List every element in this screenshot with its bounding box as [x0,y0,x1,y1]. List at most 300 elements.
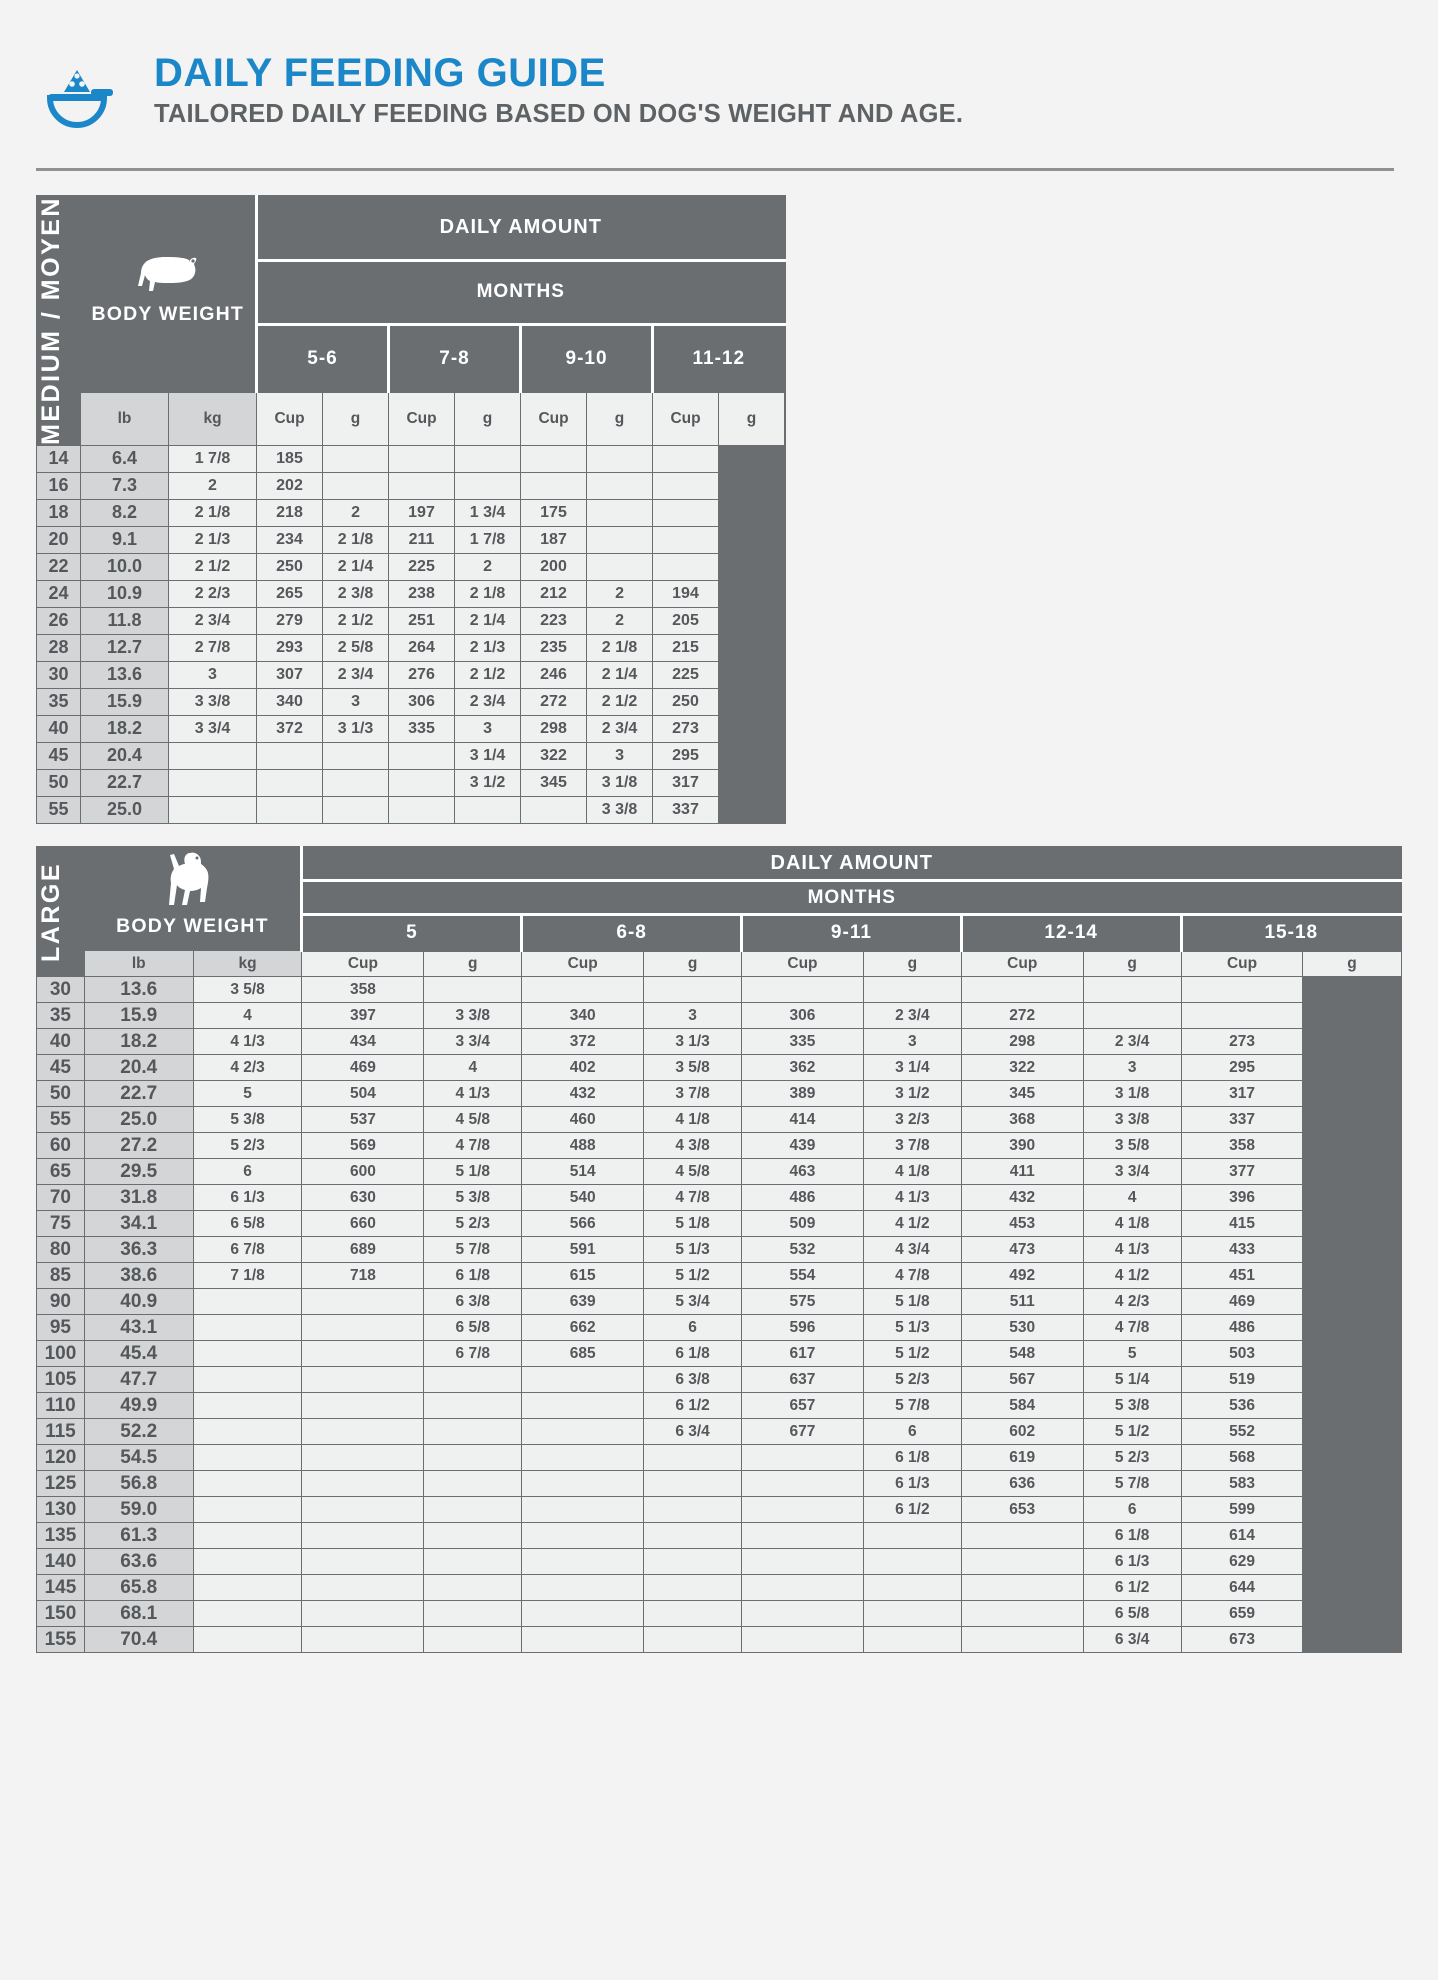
amount-cup-cell: 2 1/2 [455,661,521,688]
table-row [37,526,785,553]
amount-cup-cell: 3 3/8 [1083,1107,1181,1133]
amount-cup-cell: 2 1/8 [169,499,257,526]
weight-lb-cell: 105 [37,1367,85,1393]
amount-g-cell: 548 [961,1341,1083,1367]
amount-g-cell: 246 [521,661,587,688]
weight-kg-cell: 29.5 [84,1159,193,1185]
amount-g-cell: 225 [389,553,455,580]
amount-g-cell: 591 [522,1237,644,1263]
weight-lb-cell: 14 [37,445,81,472]
amount-cup-cell [193,1627,302,1653]
weight-kg-cell: 25.0 [81,796,169,823]
table-row [37,1549,1402,1575]
amount-cup-cell: 5 2/3 [193,1133,302,1159]
weight-kg-cell: 9.1 [81,526,169,553]
amount-g-cell: 575 [742,1289,864,1315]
amount-cup-cell [424,1393,522,1419]
unit-g-1: g [455,392,521,445]
amount-g-cell: 358 [1181,1133,1303,1159]
amount-cup-cell [587,553,653,580]
amount-g-cell: 389 [742,1081,864,1107]
amount-cup-cell: 2 1/3 [455,634,521,661]
amount-g-cell [522,977,644,1003]
amount-g-cell: 644 [1181,1575,1303,1601]
weight-kg-cell: 25.0 [84,1107,193,1133]
amount-g-cell: 469 [302,1055,424,1081]
amount-cup-cell: 2 [587,580,653,607]
amount-g-cell: 225 [653,661,719,688]
amount-cup-cell [863,1601,961,1627]
amount-cup-cell: 4 3/4 [863,1237,961,1263]
table-row [37,445,785,472]
month-group-large-3: 12-14 [961,915,1181,951]
amount-cup-cell: 4 3/8 [644,1133,742,1159]
amount-cup-cell: 3 1/8 [1083,1081,1181,1107]
amount-g-cell: 295 [1181,1055,1303,1081]
weight-lb-cell: 24 [37,580,81,607]
table-row [37,1497,1402,1523]
weight-lb-cell: 70 [37,1185,85,1211]
weight-kg-cell: 43.1 [84,1315,193,1341]
amount-cup-cell: 4 1/2 [1083,1263,1181,1289]
weight-lb-cell: 145 [37,1575,85,1601]
amount-cup-cell [193,1497,302,1523]
table-row [37,1107,1402,1133]
amount-cup-cell: 6 1/2 [1083,1575,1181,1601]
page-header [0,0,1438,146]
weight-lb-cell: 50 [37,1081,85,1107]
amount-g-cell: 602 [961,1419,1083,1445]
weight-kg-cell: 12.7 [81,634,169,661]
amount-g-cell: 432 [522,1081,644,1107]
amount-g-cell [389,796,455,823]
amount-g-cell: 345 [521,769,587,796]
amount-cup-cell: 2 3/4 [169,607,257,634]
amount-g-cell: 453 [961,1211,1083,1237]
amount-g-cell: 504 [302,1081,424,1107]
amount-g-cell: 377 [1181,1159,1303,1185]
amount-cup-cell [863,977,961,1003]
amount-cup-cell [587,499,653,526]
header-divider [36,168,1394,171]
amount-g-cell: 397 [302,1003,424,1029]
table-row [37,553,785,580]
amount-cup-cell: 5 7/8 [424,1237,522,1263]
amount-cup-cell [455,445,521,472]
weight-kg-cell: 10.9 [81,580,169,607]
amount-g-cell [257,769,323,796]
amount-g-cell: 566 [522,1211,644,1237]
amount-g-cell: 345 [961,1081,1083,1107]
table-row [37,1471,1402,1497]
months-header-large: MONTHS [302,881,1401,915]
weight-lb-cell: 30 [37,977,85,1003]
amount-cup-cell: 4 [1083,1185,1181,1211]
dog-bowl-icon [44,56,144,146]
amount-g-cell: 532 [742,1237,864,1263]
amount-cup-cell [424,1419,522,1445]
amount-cup-cell [587,472,653,499]
table-row [37,1367,1402,1393]
amount-cup-cell: 3 [1083,1055,1181,1081]
unit-g-3: g [719,392,785,445]
amount-g-cell: 250 [653,688,719,715]
unit-header-row-medium [37,392,785,445]
unit-lb: lb [84,951,193,977]
weight-kg-cell: 38.6 [84,1263,193,1289]
amount-cup-cell [644,1471,742,1497]
amount-cup-cell [644,1601,742,1627]
amount-g-cell: 396 [1181,1185,1303,1211]
month-group-large-1: 6-8 [522,915,742,951]
amount-g-cell: 205 [653,607,719,634]
amount-g-cell: 584 [961,1393,1083,1419]
amount-cup-cell: 3 [169,661,257,688]
amount-cup-cell: 3 [644,1003,742,1029]
amount-g-cell: 200 [521,553,587,580]
side-label-large: LARGE [37,847,85,977]
amount-g-cell [302,1393,424,1419]
amount-cup-cell [424,1601,522,1627]
amount-cup-cell: 2 1/4 [587,661,653,688]
side-label-medium: MEDIUM / MOYEN [37,196,81,445]
amount-g-cell [653,472,719,499]
amount-g-cell: 234 [257,526,323,553]
amount-cup-cell: 5 1/2 [644,1263,742,1289]
amount-cup-cell: 3 [455,715,521,742]
weight-kg-cell: 54.5 [84,1445,193,1471]
amount-g-cell: 335 [742,1029,864,1055]
weight-lb-cell: 30 [37,661,81,688]
amount-cup-cell: 6 1/3 [193,1185,302,1211]
table-row [37,1575,1402,1601]
amount-g-cell: 492 [961,1263,1083,1289]
amount-g-cell: 276 [389,661,455,688]
amount-g-cell: 306 [389,688,455,715]
amount-g-cell [389,445,455,472]
amount-cup-cell: 1 3/4 [455,499,521,526]
amount-cup-cell: 6 1/8 [644,1341,742,1367]
amount-g-cell [961,977,1083,1003]
amount-cup-cell: 3 1/3 [323,715,389,742]
table-row [37,499,785,526]
amount-g-cell: 298 [521,715,587,742]
amount-cup-cell: 3 1/4 [455,742,521,769]
table-row [37,1445,1402,1471]
weight-lb-cell: 50 [37,769,81,796]
amount-g-cell [653,526,719,553]
unit-cup-2: Cup [521,392,587,445]
amount-g-cell: 272 [521,688,587,715]
weight-kg-cell: 34.1 [84,1211,193,1237]
amount-g-cell [302,1549,424,1575]
weight-lb-cell: 135 [37,1523,85,1549]
amount-g-cell: 317 [1181,1081,1303,1107]
amount-cup-cell: 5 1/2 [863,1341,961,1367]
amount-g-cell: 660 [302,1211,424,1237]
amount-g-cell: 473 [961,1237,1083,1263]
amount-cup-cell [424,977,522,1003]
amount-g-cell: 202 [257,472,323,499]
amount-cup-cell [193,1445,302,1471]
amount-g-cell: 615 [522,1263,644,1289]
table-row [37,1029,1402,1055]
amount-cup-cell: 2 1/8 [455,580,521,607]
weight-kg-cell: 63.6 [84,1549,193,1575]
medium-dog-icon [135,253,201,297]
amount-g-cell [302,1471,424,1497]
amount-cup-cell: 6 [1083,1497,1181,1523]
weight-lb-cell: 28 [37,634,81,661]
amount-cup-cell [863,1549,961,1575]
amount-g-cell: 251 [389,607,455,634]
amount-g-cell: 212 [521,580,587,607]
amount-g-cell: 402 [522,1055,644,1081]
amount-cup-cell: 6 1/8 [424,1263,522,1289]
amount-cup-cell: 6 3/4 [1083,1627,1181,1653]
amount-cup-cell: 5 2/3 [1083,1445,1181,1471]
amount-cup-cell [193,1419,302,1445]
weight-lb-cell: 95 [37,1315,85,1341]
amount-g-cell: 187 [521,526,587,553]
amount-g-cell [961,1575,1083,1601]
amount-g-cell: 390 [961,1133,1083,1159]
amount-cup-cell [193,1549,302,1575]
amount-cup-cell: 4 1/8 [644,1107,742,1133]
amount-cup-cell: 2 3/4 [323,661,389,688]
weight-kg-cell: 40.9 [84,1289,193,1315]
amount-g-cell: 433 [1181,1237,1303,1263]
amount-g-cell: 211 [389,526,455,553]
weight-kg-cell: 13.6 [84,977,193,1003]
amount-g-cell: 223 [521,607,587,634]
table-row [37,634,785,661]
amount-g-cell: 414 [742,1107,864,1133]
amount-cup-cell: 2 3/8 [323,580,389,607]
amount-g-cell: 596 [742,1315,864,1341]
amount-g-cell: 322 [961,1055,1083,1081]
amount-g-cell: 630 [302,1185,424,1211]
table-row [37,1393,1402,1419]
amount-cup-cell: 6 1/8 [863,1445,961,1471]
amount-cup-cell: 3 3/8 [587,796,653,823]
amount-cup-cell: 6 1/8 [1083,1523,1181,1549]
weight-lb-cell: 60 [37,1133,85,1159]
amount-g-cell [742,1601,864,1627]
amount-cup-cell [644,977,742,1003]
amount-cup-cell: 6 5/8 [193,1211,302,1237]
table-row [37,1159,1402,1185]
weight-kg-cell: 22.7 [81,769,169,796]
amount-cup-cell: 3 7/8 [644,1081,742,1107]
amount-cup-cell: 5 3/8 [1083,1393,1181,1419]
amount-g-cell [961,1627,1083,1653]
amount-cup-cell: 3 5/8 [644,1055,742,1081]
amount-g-cell [1181,977,1303,1003]
amount-g-cell [521,472,587,499]
amount-cup-cell: 4 2/3 [193,1055,302,1081]
table-row [37,472,785,499]
amount-cup-cell: 3 3/4 [1083,1159,1181,1185]
table-row [37,1419,1402,1445]
weight-lb-cell: 120 [37,1445,85,1471]
amount-g-cell: 265 [257,580,323,607]
amount-cup-cell: 3 5/8 [1083,1133,1181,1159]
amount-cup-cell [587,526,653,553]
table-row [37,580,785,607]
amount-cup-cell [424,1497,522,1523]
amount-g-cell: 218 [257,499,323,526]
amount-cup-cell: 6 [863,1419,961,1445]
table-row [37,1081,1402,1107]
amount-g-cell [302,1523,424,1549]
amount-g-cell: 567 [961,1367,1083,1393]
weight-kg-cell: 15.9 [84,1003,193,1029]
weight-lb-cell: 40 [37,715,81,742]
amount-cup-cell: 3 1/4 [863,1055,961,1081]
amount-g-cell [742,1575,864,1601]
amount-cup-cell [1083,1003,1181,1029]
amount-g-cell: 568 [1181,1445,1303,1471]
amount-g-cell [389,769,455,796]
weight-kg-cell: 18.2 [81,715,169,742]
weight-lb-cell: 115 [37,1419,85,1445]
amount-cup-cell [424,1523,522,1549]
amount-g-cell [302,1367,424,1393]
weight-kg-cell: 20.4 [84,1055,193,1081]
amount-g-cell: 637 [742,1367,864,1393]
amount-cup-cell: 6 5/8 [424,1315,522,1341]
amount-cup-cell: 5 1/8 [863,1289,961,1315]
table-row [37,607,785,634]
amount-g-cell: 511 [961,1289,1083,1315]
amount-g-cell: 372 [257,715,323,742]
unit-g-3: g [1083,951,1181,977]
weight-lb-cell: 155 [37,1627,85,1653]
amount-cup-cell: 3 1/8 [587,769,653,796]
amount-g-cell [653,553,719,580]
table-row [37,1133,1402,1159]
amount-cup-cell [455,796,521,823]
weight-kg-cell: 6.4 [81,445,169,472]
weight-kg-cell: 22.7 [84,1081,193,1107]
table-row [37,715,785,742]
amount-cup-cell: 4 1/2 [863,1211,961,1237]
amount-g-cell [653,445,719,472]
amount-cup-cell: 2 [323,499,389,526]
amount-cup-cell [193,1341,302,1367]
amount-cup-cell: 6 7/8 [424,1341,522,1367]
weight-lb-cell: 130 [37,1497,85,1523]
page-subtitle: TAILORED DAILY FEEDING BASED ON DOG'S WEIGHT AND AGE. [154,100,964,128]
amount-g-cell [257,796,323,823]
table-row [37,1211,1402,1237]
weight-lb-cell: 55 [37,1107,85,1133]
month-group-medium-0: 5-6 [257,324,389,392]
body-weight-label: BODY WEIGHT [91,303,245,326]
amount-g-cell [521,445,587,472]
amount-g-cell [961,1601,1083,1627]
amount-cup-cell [193,1315,302,1341]
weight-kg-cell: 20.4 [81,742,169,769]
table-row [37,1627,1402,1653]
weight-kg-cell: 52.2 [84,1419,193,1445]
weight-lb-cell: 22 [37,553,81,580]
amount-cup-cell: 6 5/8 [1083,1601,1181,1627]
amount-cup-cell: 6 1/3 [863,1471,961,1497]
amount-g-cell: 599 [1181,1497,1303,1523]
amount-g-cell: 264 [389,634,455,661]
weight-kg-cell: 11.8 [81,607,169,634]
amount-g-cell: 677 [742,1419,864,1445]
amount-g-cell [522,1393,644,1419]
weight-kg-cell: 36.3 [84,1237,193,1263]
amount-cup-cell: 5 7/8 [863,1393,961,1419]
weight-lb-cell: 80 [37,1237,85,1263]
amount-g-cell [302,1445,424,1471]
unit-g-1: g [644,951,742,977]
amount-cup-cell: 4 1/8 [863,1159,961,1185]
table-row [37,796,785,823]
amount-cup-cell: 3 [863,1029,961,1055]
amount-g-cell: 503 [1181,1341,1303,1367]
amount-cup-cell: 5 3/8 [424,1185,522,1211]
amount-g-cell [522,1601,644,1627]
amount-g-cell: 215 [653,634,719,661]
table-row [37,977,1402,1003]
amount-cup-cell: 3 3/4 [424,1029,522,1055]
amount-g-cell: 335 [389,715,455,742]
amount-g-cell [1181,1003,1303,1029]
amount-g-cell: 238 [389,580,455,607]
amount-g-cell: 439 [742,1133,864,1159]
weight-kg-cell: 18.2 [84,1029,193,1055]
amount-cup-cell [424,1367,522,1393]
amount-cup-cell [193,1471,302,1497]
amount-g-cell [302,1575,424,1601]
amount-g-cell: 415 [1181,1211,1303,1237]
amount-g-cell: 235 [521,634,587,661]
amount-cup-cell: 5 1/2 [1083,1419,1181,1445]
large-feeding-table [36,846,1402,1654]
table-row [37,1341,1402,1367]
amount-g-cell: 673 [1181,1627,1303,1653]
amount-g-cell: 432 [961,1185,1083,1211]
amount-g-cell: 358 [302,977,424,1003]
amount-cup-cell: 3 1/2 [863,1081,961,1107]
amount-cup-cell [644,1549,742,1575]
amount-cup-cell: 5 2/3 [424,1211,522,1237]
amount-cup-cell: 2 1/2 [169,553,257,580]
weight-lb-cell: 45 [37,1055,85,1081]
amount-cup-cell: 4 7/8 [863,1263,961,1289]
amount-g-cell: 307 [257,661,323,688]
amount-g-cell: 636 [961,1471,1083,1497]
months-header-medium: MONTHS [257,260,785,324]
amount-g-cell: 540 [522,1185,644,1211]
amount-cup-cell [587,445,653,472]
amount-g-cell: 519 [1181,1367,1303,1393]
unit-cup-3: Cup [653,392,719,445]
amount-cup-cell: 3 3/4 [169,715,257,742]
weight-kg-cell: 47.7 [84,1367,193,1393]
table-row [37,1523,1402,1549]
table-row [37,1289,1402,1315]
amount-cup-cell: 2 1/4 [455,607,521,634]
amount-g-cell: 486 [1181,1315,1303,1341]
amount-g-cell: 372 [522,1029,644,1055]
amount-g-cell [302,1601,424,1627]
